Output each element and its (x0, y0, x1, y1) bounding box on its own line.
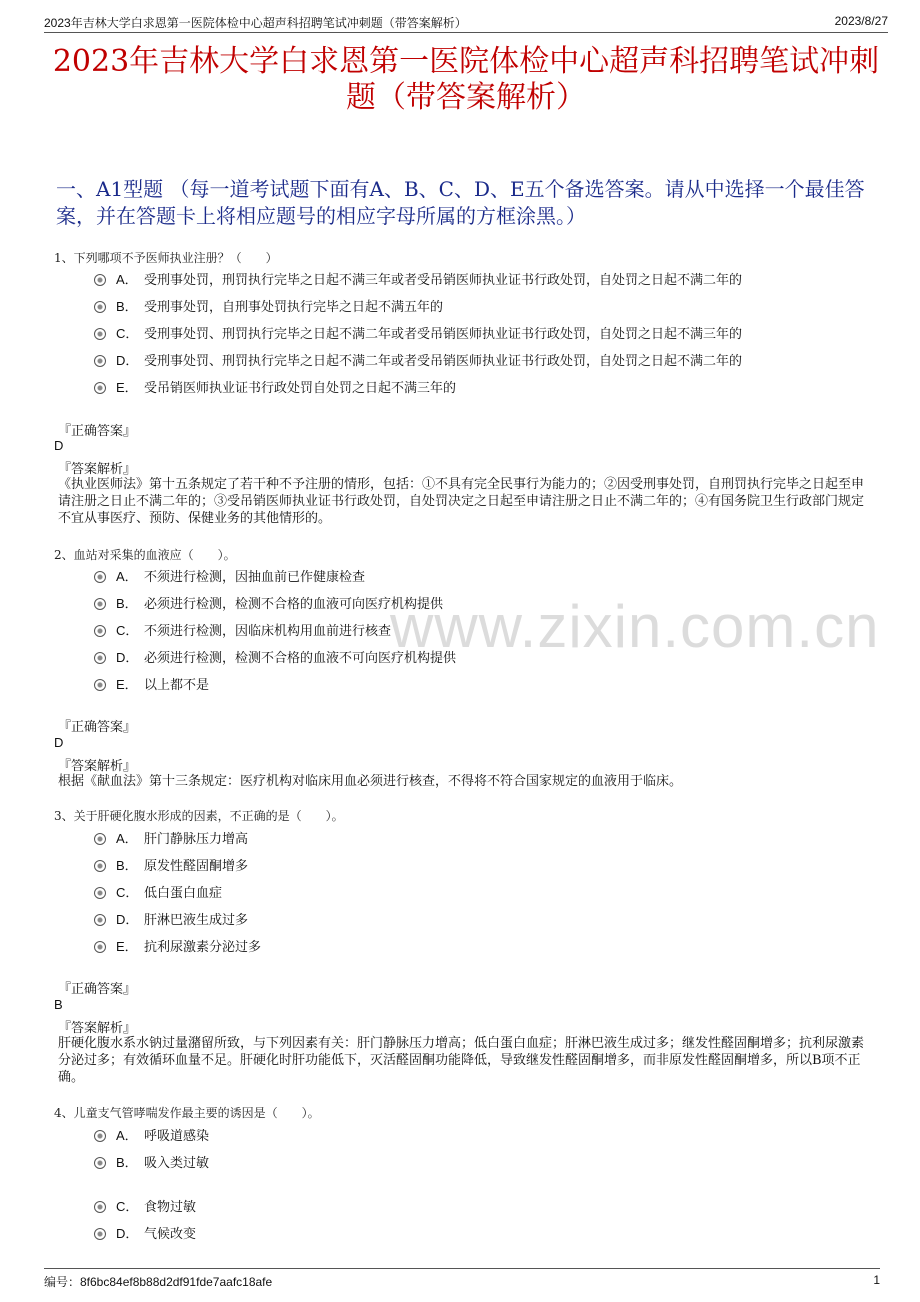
question-4-stem: 4、儿童支气管哮喘发作最主要的诱因是（ ）。 (54, 1106, 320, 1120)
radio-icon[interactable] (94, 625, 106, 637)
question-1-answer: D (54, 438, 64, 453)
radio-icon[interactable] (94, 887, 106, 899)
radio-icon[interactable] (94, 914, 106, 926)
page-footer (44, 1268, 880, 1291)
answer-label: 『正确答案』 (58, 982, 137, 997)
radio-icon[interactable] (94, 1130, 106, 1142)
question-1-explanation: 《执业医师法》第十五条规定了若干种不予注册的情形，包括：①不具有完全民事行为能力的；②因受刑事处罚，自刑罚执行完毕之日起至申请注册之日止不满二年的；③受吊销医师执业证书行政处罚，自处罚决定之日起至申请注册之日止不满二年的；④有国务院卫生行政部门规定不宜从事医疗、预防、保健业务的其他情形的。 (58, 477, 865, 526)
section-heading: 一、A1型题 （每一道考试题下面有A、B、C、D、E五个备选答案。请从中选择一个最佳答案，并在答题卡上将相应题号的相应字母所属的方框涂黑。） (56, 177, 865, 228)
q2-option-e[interactable]: E． 以上都不是 (94, 673, 209, 693)
q1-option-d[interactable]: D． 受刑事处罚、刑罚执行完毕之日起不满二年或者受吊销医师执业证书行政处罚，自处罚之日起不满二年的 (94, 349, 742, 369)
q1-option-c[interactable]: C． 受刑事处罚、刑罚执行完毕之日起不满二年或者受吊销医师执业证书行政处罚，自处罚之日起不满三年的 (94, 322, 742, 342)
q3-option-c[interactable]: C． 低白蛋白血症 (94, 881, 222, 901)
explanation-label: 『答案解析』 (58, 1021, 137, 1036)
question-3-answer: B (54, 997, 63, 1012)
q4-option-d[interactable]: D． 气候改变 (94, 1222, 196, 1242)
radio-icon[interactable] (94, 571, 106, 583)
answer-label: 『正确答案』 (58, 720, 137, 735)
q3-option-a[interactable]: A． 肝门静脉压力增高 (94, 827, 248, 847)
radio-icon[interactable] (94, 833, 106, 845)
q4-option-a[interactable]: A． 呼吸道感染 (94, 1124, 209, 1144)
radio-icon[interactable] (94, 1228, 106, 1240)
question-1-stem: 1、下列哪项不予医师执业注册？（ ） (54, 251, 278, 265)
q4-option-b[interactable]: B． 吸入类过敏 (94, 1151, 209, 1171)
q2-option-c[interactable]: C． 不须进行检测，因临床机构用血前进行核查 (94, 619, 391, 639)
q4-option-c[interactable]: C． 食物过敏 (94, 1195, 196, 1215)
question-2-stem: 2、血站对采集的血液应（ ）。 (54, 548, 236, 562)
page-header (44, 12, 888, 33)
radio-icon[interactable] (94, 382, 106, 394)
page-title (44, 44, 888, 116)
radio-icon[interactable] (94, 1201, 106, 1213)
q2-option-d[interactable]: D． 必须进行检测，检测不合格的血液不可向医疗机构提供 (94, 646, 456, 666)
header-doc-title: 2023年吉林大学白求恩第一医院体检中心超声科招聘笔试冲刺题（带答案解析） (44, 16, 467, 30)
q3-option-d[interactable]: D． 肝淋巴液生成过多 (94, 908, 248, 928)
title-line-1: 2023年吉林大学白求恩第一医院体检中心超声科招聘笔试冲刺 (52, 44, 880, 79)
answer-label: 『正确答案』 (58, 424, 137, 439)
radio-icon[interactable] (94, 328, 106, 340)
q2-option-b[interactable]: B． 必须进行检测，检测不合格的血液可向医疗机构提供 (94, 592, 443, 612)
watermark: www.zixin.com.cn (390, 593, 880, 660)
radio-icon[interactable] (94, 355, 106, 367)
q2-option-a[interactable]: A． 不须进行检测，因抽血前已作健康检查 (94, 565, 365, 585)
radio-icon[interactable] (94, 598, 106, 610)
title-line-2: 题（带答案解析） (346, 80, 586, 115)
footer-doc-id: 编号：8f6bc84ef8b88d2df91fde7aafc18afe (44, 1275, 273, 1289)
radio-icon[interactable] (94, 1157, 106, 1169)
page-number: 1 (873, 1273, 880, 1287)
explanation-label: 『答案解析』 (58, 462, 137, 477)
radio-icon[interactable] (94, 941, 106, 953)
radio-icon[interactable] (94, 679, 106, 691)
question-3-explanation: 肝硬化腹水系水钠过量潴留所致，与下列因素有关：肝门静脉压力增高；低白蛋白血症；肝淋巴液生成过多；继发性醛固酮增多；抗利尿激素分泌过多；有效循环血量不足。肝硬化时肝功能低下，灭活醛固酮功能降低，导致继发性醛固酮增多，而非原发性醛固酮增多，所以B项不正确。 (58, 1036, 865, 1085)
radio-icon[interactable] (94, 860, 106, 872)
explanation-label: 『答案解析』 (58, 759, 137, 774)
radio-icon[interactable] (94, 301, 106, 313)
q1-option-a[interactable]: A． 受刑事处罚，刑罚执行完毕之日起不满三年或者受吊销医师执业证书行政处罚，自处罚之日起不满二年的 (94, 268, 742, 288)
q3-option-e[interactable]: E． 抗利尿激素分泌过多 (94, 935, 261, 955)
question-3-stem: 3、关于肝硬化腹水形成的因素，不正确的是（ ）。 (54, 809, 344, 823)
q3-option-b[interactable]: B． 原发性醛固酮增多 (94, 854, 248, 874)
q1-option-e[interactable]: E． 受吊销医师执业证书行政处罚自处罚之日起不满三年的 (94, 376, 456, 396)
radio-icon[interactable] (94, 274, 106, 286)
radio-icon[interactable] (94, 652, 106, 664)
header-date: 2023/8/27 (834, 14, 888, 28)
question-2-explanation: 根据《献血法》第十三条规定：医疗机构对临床用血必须进行核查，不得将不符合国家规定的血液用于临床。 (58, 774, 683, 789)
question-2-answer: D (54, 735, 64, 750)
q1-option-b[interactable]: B． 受刑事处罚，自刑事处罚执行完毕之日起不满五年的 (94, 295, 443, 315)
